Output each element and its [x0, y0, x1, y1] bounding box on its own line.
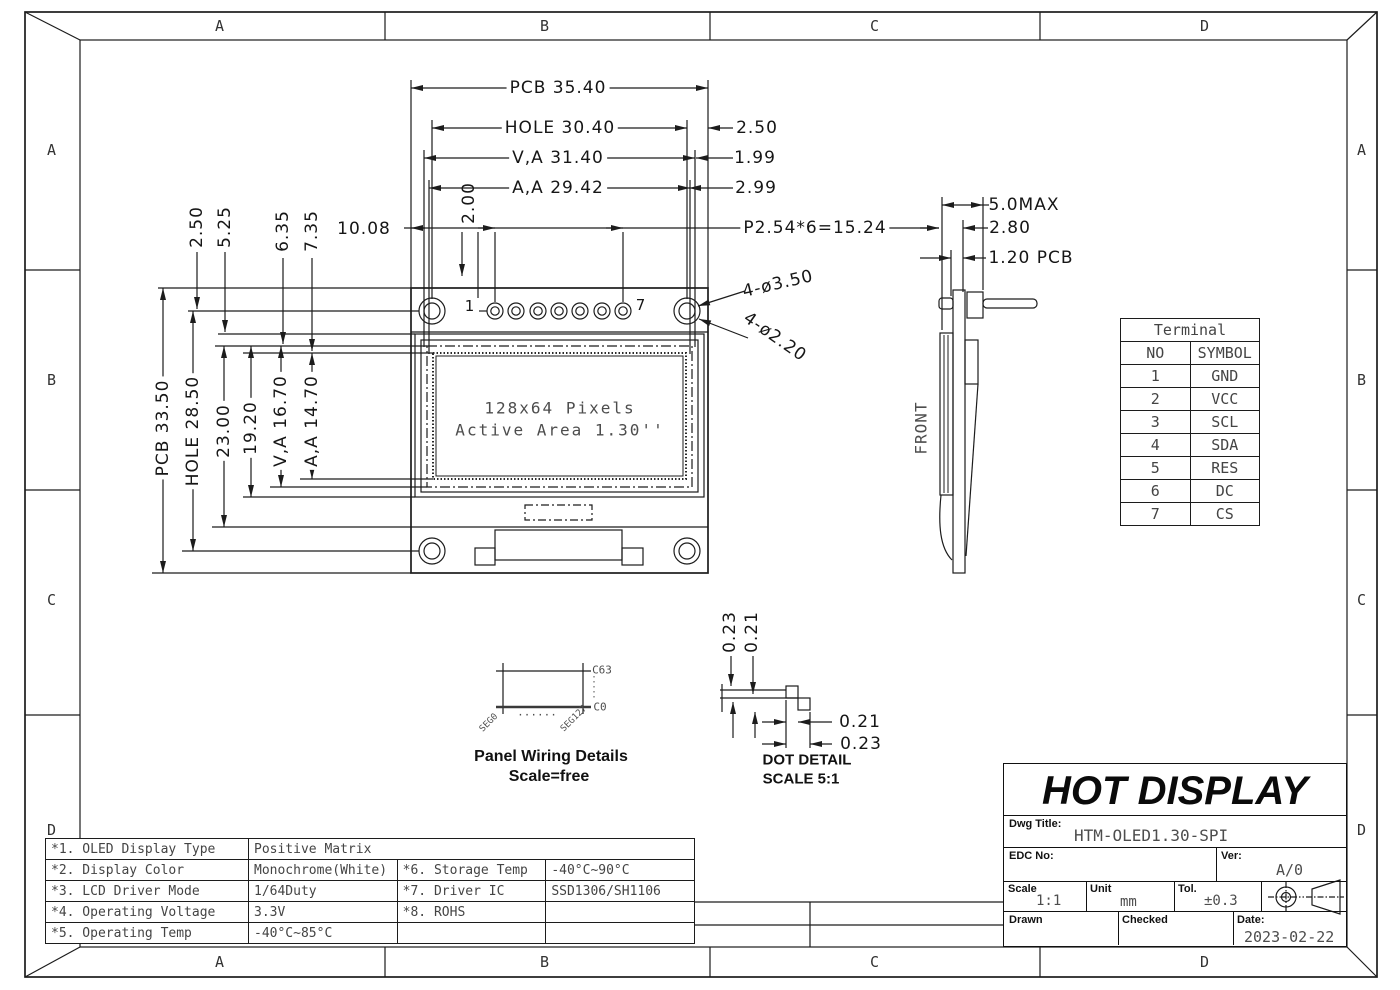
- dim-va-width: V,A 31.40: [509, 148, 607, 168]
- top-dimensions: [404, 80, 939, 354]
- dot-dim-v-outer: 0.23: [720, 611, 740, 653]
- wiring-c63: C63: [592, 663, 612, 677]
- zone-top-d: D: [1199, 17, 1211, 35]
- date-value: 2023-02-22: [1244, 928, 1335, 946]
- dot-detail: [720, 656, 832, 748]
- wiring-caption: Panel Wiring Details: [474, 748, 628, 765]
- dim-va-height: V,A 16.70: [271, 372, 291, 470]
- scale-value: 1:1: [1036, 893, 1062, 909]
- tol-value: ±0.3: [1204, 893, 1238, 909]
- unit-value: mm: [1120, 894, 1137, 910]
- zone-bottom-b: B: [539, 953, 551, 971]
- zone-left-b: B: [46, 371, 58, 389]
- wiring-c0: C0: [593, 700, 607, 714]
- dim-side-pcb: 1.20 PCB: [988, 248, 1074, 268]
- dim-23: 23.00: [214, 401, 234, 461]
- ver-label: Ver:: [1221, 850, 1242, 862]
- dim-pcb-height: PCB 33.50: [153, 377, 173, 480]
- dim-left-2-50: 2.50: [187, 206, 207, 248]
- drawn-label: Drawn: [1009, 914, 1043, 926]
- dot-caption: DOT DETAIL: [762, 751, 852, 769]
- dot-scale: SCALE 5:1: [762, 770, 840, 788]
- notes-row: *2. Display Color Monochrome(White) *6. Storage Temp -40°C~90°C: [46, 860, 695, 881]
- callout-hole-big: 4-ø3.50: [740, 266, 816, 302]
- zone-top-b: B: [539, 17, 551, 35]
- dim-left-7-35: 7.35: [302, 210, 322, 252]
- zone-left-a: A: [46, 141, 58, 159]
- dot-dim-h-inner: 0.21: [839, 712, 881, 732]
- wiring-seg127: SEG127: [558, 703, 590, 735]
- terminal-row: 5 RES: [1121, 457, 1260, 480]
- terminal-col-symbol: SYMBOL: [1190, 342, 1260, 365]
- notes-row: *4. Operating Voltage 3.3V *8. ROHS: [46, 902, 695, 923]
- terminal-table: [1120, 318, 1260, 526]
- callout-hole-small: 4-ø2.20: [739, 308, 811, 366]
- zone-left-c: C: [46, 591, 58, 609]
- dim-edge-1: 2.50: [736, 118, 778, 138]
- dim-19-20: 19.20: [241, 398, 261, 458]
- terminal-row: 6 DC: [1121, 480, 1260, 503]
- dot-dim-v-inner: 0.21: [742, 611, 762, 653]
- terminal-row: 7 CS: [1121, 503, 1260, 526]
- dim-aa-height: A,A 14.70: [302, 372, 322, 470]
- zone-right-b: B: [1356, 371, 1368, 389]
- zone-left-d: D: [46, 821, 58, 839]
- zone-right-d: D: [1356, 821, 1368, 839]
- dim-hole-height: HOLE 28.50: [183, 373, 203, 489]
- dim-edge-3: 2.99: [735, 178, 777, 198]
- dim-pin-pitch: P2.54*6=15.24: [740, 218, 889, 238]
- dot-dim-h-outer: 0.23: [840, 734, 882, 754]
- notes-table: [45, 838, 695, 944]
- dim-pcb-width: PCB 35.40: [507, 78, 610, 98]
- zone-top-c: C: [869, 17, 881, 35]
- title-block: [1003, 763, 1347, 947]
- zone-right-a: A: [1356, 141, 1368, 159]
- dwg-title-value: HTM-OLED1.30-SPI: [1074, 826, 1229, 845]
- side-view: [939, 290, 1037, 573]
- notes-row: *1. OLED Display Type Positive Matrix: [46, 839, 695, 860]
- wiring-seg0: SEG0: [477, 711, 501, 735]
- wiring-dots: ......: [517, 705, 557, 719]
- company-logo: HOT DISPLAY: [1042, 769, 1308, 813]
- checked-label: Checked: [1122, 914, 1168, 926]
- pin-label-first: 1: [464, 297, 476, 315]
- date-label: Date:: [1237, 914, 1265, 926]
- zone-top-a: A: [214, 17, 226, 35]
- zone-bottom-d: D: [1199, 953, 1211, 971]
- notes-row: *5. Operating Temp -40°C~85°C: [46, 923, 695, 944]
- dim-left-5-25: 5.25: [215, 206, 235, 248]
- pin-label-last: 7: [635, 296, 647, 314]
- hole-leaders: [698, 291, 748, 338]
- dim-edge-2: 1.99: [734, 148, 776, 168]
- terminal-row: 4 SDA: [1121, 434, 1260, 457]
- zone-right-c: C: [1356, 591, 1368, 609]
- edc-no-label: EDC No:: [1009, 850, 1054, 862]
- terminal-row: 2 VCC: [1121, 388, 1260, 411]
- ver-value: A/0: [1276, 861, 1304, 879]
- zone-bottom-a: A: [214, 953, 226, 971]
- side-front-label: FRONT: [911, 401, 931, 455]
- unit-label: Unit: [1090, 883, 1112, 895]
- notes-row: *3. LCD Driver Mode 1/64Duty *7. Driver IC SSD1306/SH1106: [46, 881, 695, 902]
- pin-holes: [487, 303, 631, 319]
- display-spec-line2: Active Area 1.30'': [455, 420, 665, 440]
- dim-side-mid: 2.80: [989, 218, 1031, 238]
- dim-hole-width: HOLE 30.40: [502, 118, 618, 138]
- side-dimensions: [920, 197, 989, 330]
- dim-left-6-35: 6.35: [273, 210, 293, 252]
- dim-offset: 10.08: [337, 219, 391, 239]
- display-spec-line1: 128x64 Pixels: [484, 398, 636, 418]
- terminal-col-no: NO: [1121, 342, 1191, 365]
- tol-label: Tol.: [1178, 883, 1197, 895]
- terminal-row: 3 SCL: [1121, 411, 1260, 434]
- dwg-title-label: Dwg Title:: [1009, 818, 1062, 830]
- scale-label: Scale: [1008, 883, 1037, 895]
- terminal-row: 1 GND: [1121, 365, 1260, 388]
- wiring-scale: Scale=free: [508, 768, 590, 785]
- notes-extension-lines: [695, 902, 1003, 947]
- dim-side-max: 5.0MAX: [988, 195, 1060, 215]
- dim-pin-offset: 2.00: [459, 182, 479, 224]
- dim-aa-width: A,A 29.42: [509, 178, 607, 198]
- zone-bottom-c: C: [869, 953, 881, 971]
- terminal-table-title: Terminal: [1121, 319, 1260, 342]
